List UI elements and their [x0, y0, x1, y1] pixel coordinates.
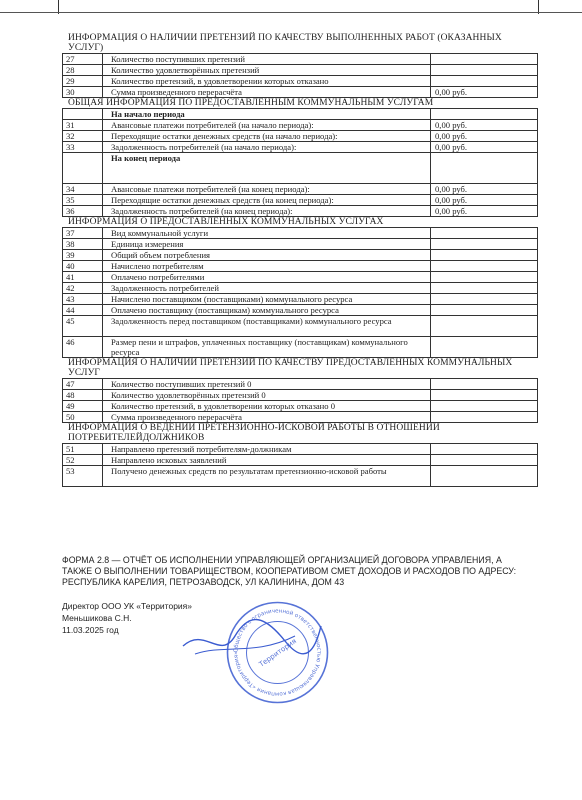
row-label: Оплачено потребителями: [103, 272, 431, 282]
row-label: Количество удовлетворённых претензий 0: [103, 390, 431, 400]
stamp-ring-text: Общество с ограниченной ответственностью Управляющая компания «Территория»: [233, 608, 322, 697]
table-row: [63, 390, 537, 401]
row-value: [431, 466, 537, 486]
table-row: [63, 109, 537, 120]
row-number: 44: [63, 305, 103, 315]
table-row: [63, 153, 537, 184]
table-row: [63, 305, 537, 316]
row-label: Единица измерения: [103, 239, 431, 249]
row-value: 0,00 руб.: [435, 195, 468, 205]
row-number: 42: [63, 283, 103, 293]
table-row: [63, 239, 537, 250]
table-row: [63, 294, 537, 305]
stamp-center-text: Территория: [257, 637, 298, 669]
row-label: Задолженность потребителей (на начало периода):: [103, 142, 431, 152]
table-row: [63, 316, 537, 337]
address: РЕСПУБЛИКА КАРЕЛИЯ, ПЕТРОЗАВОДСК, УЛ КАЛИНИНА, ДОМ 43: [62, 577, 345, 587]
row-value: [431, 412, 537, 422]
section-grid: [62, 227, 538, 358]
row-value: 0,00 руб.: [435, 142, 468, 152]
row-value: [431, 272, 537, 282]
row-label: Задолженность потребителей (на конец периода):: [103, 206, 431, 216]
table-row: [63, 466, 537, 487]
top-cut-line: [0, 12, 582, 13]
row-value: [431, 153, 537, 183]
table-row: [63, 272, 537, 283]
row-number: 47: [63, 379, 103, 389]
table-row: [63, 337, 537, 358]
row-value: 0,00 руб.: [435, 206, 468, 216]
row-label: Сумма произведенного перерасчёта: [103, 412, 431, 422]
row-value: [431, 65, 537, 75]
row-value: 0,00 руб.: [435, 87, 468, 97]
section-title: ИНФОРМАЦИЯ О НАЛИЧИИ ПРЕТЕНЗИЙ ПО КАЧЕСТВУ ПРЕДОСТАВЛЕННЫХ КОММУНАЛЬНЫХ УСЛУГ: [68, 358, 513, 378]
row-value: [431, 228, 537, 238]
form-title: ФОРМА 2.8 — ОТЧЁТ ОБ ИСПОЛНЕНИИ УПРАВЛЯЮЩЕЙ ОРГАНИЗАЦИЕЙ ДОГОВОРА УПРАВЛЕНИЯ, А ТАКЖЕ О ВЫПОЛНЕНИИ ТОВАРИЩЕСТВОМ, КООПЕРАТИВОМ СМЕТ ДОХОДОВ И РАСХОДОВ ПО АДРЕСУ:: [62, 555, 517, 576]
row-label: Начислено поставщиком (поставщиками) коммунального ресурса: [103, 294, 431, 304]
row-value: 0,00 руб.: [435, 131, 468, 141]
row-label: Количество претензий, в удовлетворении которых отказано: [103, 76, 431, 86]
row-value: [431, 316, 537, 336]
row-value: [431, 54, 537, 64]
section-grid: [62, 443, 538, 487]
row-number: 40: [63, 261, 103, 271]
row-number: 37: [63, 228, 103, 238]
row-value: 0,00 руб.: [435, 184, 468, 194]
row-label: Количество претензий, в удовлетворении которых отказано 0: [103, 401, 431, 411]
row-value: [431, 261, 537, 271]
section-title: ИНФОРМАЦИЯ О ПРЕДОСТАВЛЕННЫХ КОММУНАЛЬНЫХ УСЛУГАХ: [68, 217, 384, 227]
section-grid: [62, 378, 538, 423]
row-number: 30: [63, 87, 103, 97]
row-label: Вид коммунальной услуги: [103, 228, 431, 238]
row-value: [431, 109, 537, 119]
table-row: [63, 76, 537, 87]
row-number: 48: [63, 390, 103, 400]
row-label: Авансовые платежи потребителей (на конец периода):: [103, 184, 431, 194]
row-label: Размер пени и штрафов, уплаченных поставщику (поставщикам) коммунального ресурса: [103, 337, 431, 357]
table-row: [63, 412, 537, 423]
table-row: [63, 379, 537, 390]
row-number: 32: [63, 131, 103, 141]
row-number: 43: [63, 294, 103, 304]
company-stamp: [225, 600, 330, 705]
row-label: Количество поступивших претензий: [103, 54, 431, 64]
table-row: [63, 120, 537, 131]
table-row: [63, 250, 537, 261]
table-row: [63, 401, 537, 412]
row-number: 51: [63, 444, 103, 454]
row-label: Переходящие остатки денежных средств (на конец периода):: [103, 195, 431, 205]
table-row: [63, 455, 537, 466]
row-number: 41: [63, 272, 103, 282]
sign-date: 11.03.2025 год: [62, 625, 119, 635]
row-value: [431, 455, 537, 465]
table-row: [63, 206, 537, 217]
row-value: [431, 305, 537, 315]
section-title: ОБЩАЯ ИНФОРМАЦИЯ ПО ПРЕДОСТАВЛЕННЫМ КОММУНАЛЬНЫМ УСЛУГАМ: [68, 98, 434, 108]
section-grid: [62, 108, 538, 217]
row-value: 0,00 руб.: [435, 120, 468, 130]
row-label: Оплачено поставщику (поставщикам) коммунального ресурса: [103, 305, 431, 315]
row-label: Задолженность потребителей: [103, 283, 431, 293]
row-value: [431, 401, 537, 411]
row-value: [431, 444, 537, 454]
table-row: [63, 444, 537, 455]
row-number: 36: [63, 206, 103, 216]
row-number: 35: [63, 195, 103, 205]
row-value: [431, 283, 537, 293]
table-row: [63, 184, 537, 195]
table-row: [63, 283, 537, 294]
table-row: [63, 54, 537, 65]
section-grid: [62, 53, 538, 98]
section-title: ИНФОРМАЦИЯ О НАЛИЧИИ ПРЕТЕНЗИЙ ПО КАЧЕСТВУ ВЫПОЛНЕННЫХ РАБОТ (ОКАЗАННЫХ УСЛУГ): [68, 33, 502, 53]
row-value: [431, 379, 537, 389]
row-number: [63, 109, 103, 119]
row-label: На начало периода: [103, 109, 431, 119]
row-number: 34: [63, 184, 103, 194]
row-label: Сумма произведенного перерасчёта: [103, 87, 431, 97]
row-number: 38: [63, 239, 103, 249]
row-value: [431, 390, 537, 400]
row-number: 39: [63, 250, 103, 260]
table-row: [63, 131, 537, 142]
row-value: [431, 294, 537, 304]
table-row: [63, 261, 537, 272]
row-value: [431, 76, 537, 86]
table-row: [63, 65, 537, 76]
row-number: 31: [63, 120, 103, 130]
table-row: [63, 195, 537, 206]
row-number: 28: [63, 65, 103, 75]
row-number: 45: [63, 316, 103, 336]
row-value: [431, 337, 537, 357]
row-number: 27: [63, 54, 103, 64]
report-table: [62, 33, 538, 487]
row-label: Получено денежных средств по результатам претензионно-исковой работы: [103, 466, 431, 486]
row-label: На конец периода: [103, 153, 431, 183]
row-label: Переходящие остатки денежных средств (на начало периода):: [103, 131, 431, 141]
row-label: Начислено потребителям: [103, 261, 431, 271]
row-number: 53: [63, 466, 103, 486]
row-label: Направлено претензий потребителям-должникам: [103, 444, 431, 454]
row-label: Авансовые платежи потребителей (на начало периода):: [103, 120, 431, 130]
signer-title: Директор ООО УК «Территория»: [62, 601, 192, 611]
row-number: 46: [63, 337, 103, 357]
row-number: 52: [63, 455, 103, 465]
row-label: Количество удовлетворённых претензий: [103, 65, 431, 75]
row-number: 33: [63, 142, 103, 152]
section-title: ИНФОРМАЦИЯ О ВЕДЕНИИ ПРЕТЕНЗИОННО-ИСКОВОЙ РАБОТЫ В ОТНОШЕНИИ ПОТРЕБИТЕЛЕЙДОЛЖНИКОВ: [68, 423, 440, 443]
row-number: [63, 153, 103, 183]
table-row: [63, 87, 537, 98]
row-label: Количество поступивших претензий 0: [103, 379, 431, 389]
row-label: Направлено исковых заявлений: [103, 455, 431, 465]
signer-name: Меньшикова С.Н.: [62, 613, 132, 623]
table-row: [63, 142, 537, 153]
table-row: [63, 228, 537, 239]
row-number: 29: [63, 76, 103, 86]
row-value: [431, 250, 537, 260]
row-number: 49: [63, 401, 103, 411]
row-label: Общий объем потребления: [103, 250, 431, 260]
row-value: [431, 239, 537, 249]
row-number: 50: [63, 412, 103, 422]
row-label: Задолженность перед поставщиком (поставщиками) коммунального ресурса: [103, 316, 431, 336]
